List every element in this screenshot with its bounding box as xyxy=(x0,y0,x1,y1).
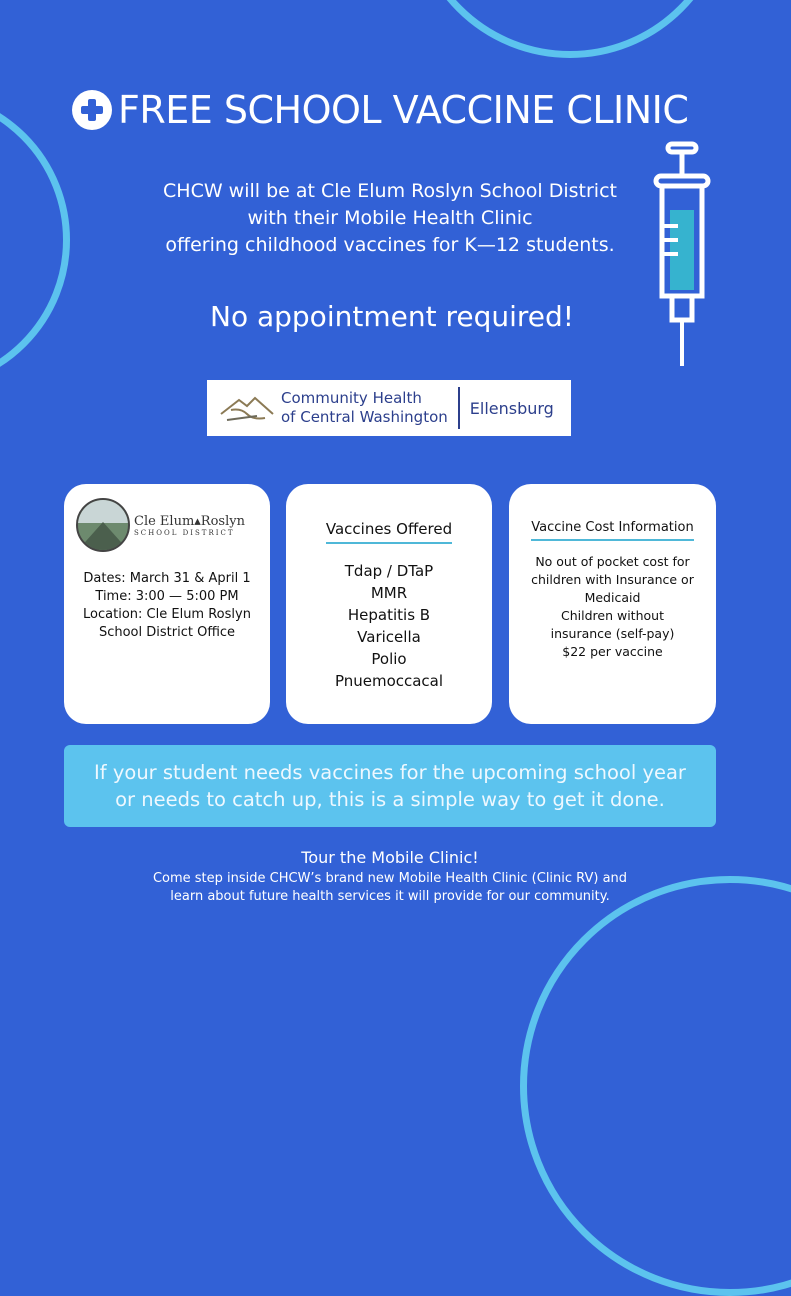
clinic-schedule xyxy=(64,570,270,642)
cost-line-3: Medicaid xyxy=(584,590,641,605)
cost-line-4: Children without xyxy=(561,608,664,623)
vaccine-item: Polio xyxy=(371,650,407,668)
clinic-location-line-1: Location: Cle Elum Roslyn xyxy=(83,607,251,622)
intro-text xyxy=(120,178,660,259)
vaccines-offered-card xyxy=(286,484,492,724)
chcw-name-line-2: of Central Washington xyxy=(281,408,448,426)
school-logo-name: Cle Elum▴Roslyn xyxy=(134,513,245,529)
vaccines-heading: Vaccines Offered xyxy=(326,520,452,544)
tour-heading: Tour the Mobile Clinic! xyxy=(301,848,479,867)
school-emblem-icon xyxy=(76,498,130,552)
vaccine-item: MMR xyxy=(370,584,408,602)
chcw-logo-name xyxy=(281,389,448,427)
intro-line-2: with their Mobile Health Clinic xyxy=(247,207,533,229)
page-title: FREE SCHOOL VACCINE CLINIC xyxy=(118,88,689,132)
cost-line-5: insurance (self-pay) xyxy=(550,626,675,641)
clinic-dates: Dates: March 31 & April 1 xyxy=(83,571,251,586)
decorative-circle-top xyxy=(410,0,730,58)
chcw-logo-city: Ellensburg xyxy=(469,398,554,418)
cost-line-2: children with Insurance or xyxy=(531,572,694,587)
cost-line-1: No out of pocket cost for xyxy=(535,554,690,569)
syringe-icon xyxy=(650,140,714,370)
tour-line-1: Come step inside CHCW’s brand new Mobile Health Clinic (Clinic RV) and xyxy=(152,871,628,886)
vaccine-item: Varicella xyxy=(357,628,421,646)
intro-line-3: offering childhood vaccines for K—12 students. xyxy=(165,234,615,256)
medical-plus-icon xyxy=(72,90,112,130)
callout-line-2: or needs to catch up, this is a simple way to get it done. xyxy=(115,788,665,811)
vaccine-item: Pnuemoccacal xyxy=(334,672,444,690)
tour-body xyxy=(90,870,690,906)
vaccine-item: Hepatitis B xyxy=(347,606,431,624)
decorative-circle-bottom xyxy=(520,876,791,1296)
cost-line-6: $22 per vaccine xyxy=(562,644,663,659)
clinic-time: Time: 3:00 — 5:00 PM xyxy=(95,589,239,604)
tour-line-2: learn about future health services it will provide for our community. xyxy=(170,889,610,904)
decorative-circle-left xyxy=(0,90,70,390)
mountain-logo-icon xyxy=(217,388,277,428)
chcw-logo-banner xyxy=(207,380,571,436)
school-district-logo xyxy=(76,498,270,552)
vaccine-list xyxy=(286,560,492,692)
cost-details xyxy=(509,553,716,661)
clinic-location-line-2: School District Office xyxy=(98,625,236,640)
vaccine-cost-card xyxy=(509,484,716,724)
title-row xyxy=(72,88,688,132)
logo-divider xyxy=(458,387,460,429)
school-info-card xyxy=(64,484,270,724)
no-appointment-text: No appointment required! xyxy=(210,300,574,333)
vaccine-item: Tdap / DTaP xyxy=(344,562,434,580)
intro-line-1: CHCW will be at Cle Elum Roslyn School District xyxy=(163,180,617,202)
school-logo-sub: SCHOOL DISTRICT xyxy=(134,528,235,537)
callout-banner xyxy=(64,745,716,827)
cost-heading: Vaccine Cost Information xyxy=(531,520,693,541)
callout-line-1: If your student needs vaccines for the upcoming school year xyxy=(94,761,686,784)
tour-section xyxy=(90,848,690,906)
chcw-name-line-1: Community Health xyxy=(281,389,422,407)
